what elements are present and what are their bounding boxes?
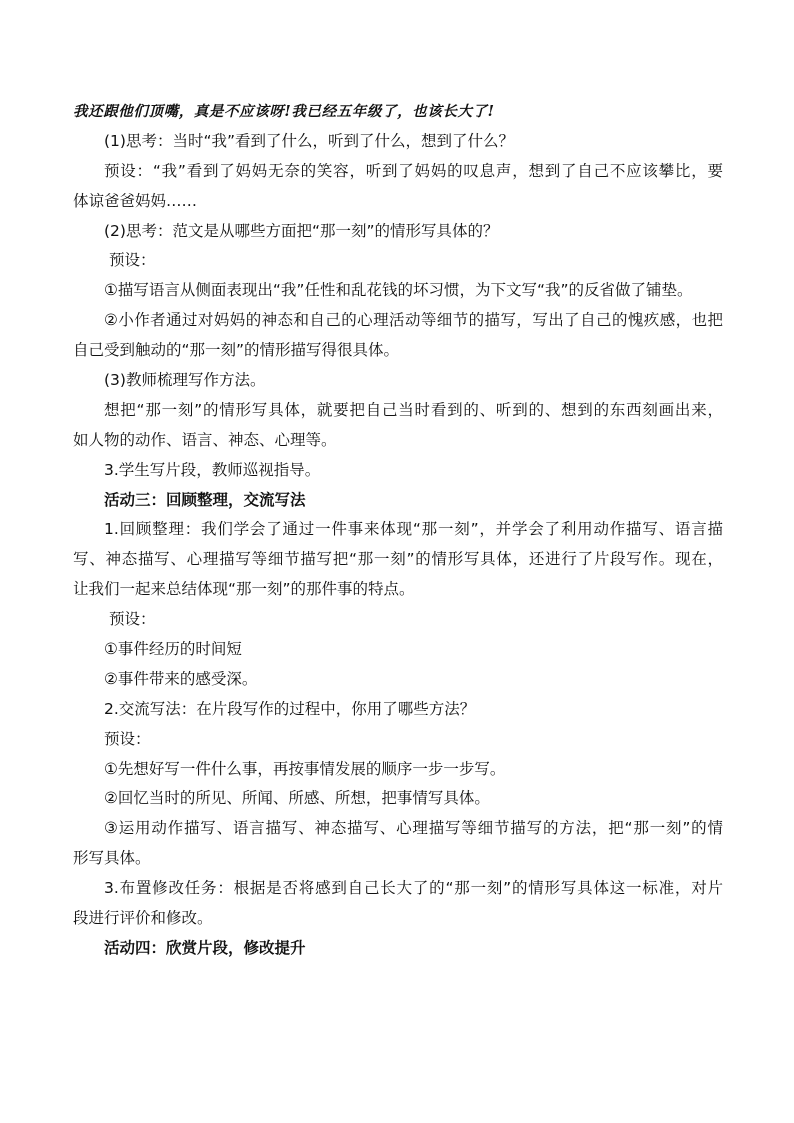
text-line-17: 让我们一起来总结体现“那一刻”的那件事的特点。 (73, 580, 415, 599)
text-line-19: ①事件经历的时间短 (104, 640, 242, 659)
text-line-13: 3.学生写片段，教师巡视指导。 (104, 460, 321, 479)
text-line-20: ②事件带来的感受深。 (104, 669, 258, 688)
text-line-8: ②小作者通过对妈妈的神态和自己的心理活动等细节的描写，写出了自己的愧疚感，也把 (104, 311, 723, 330)
text-line-4: 体谅爸爸妈妈…… (73, 191, 198, 210)
text-line-7: ①描写语言从侧面表现出“我”任性和乱花钱的坏习惯，为下文写“我”的反省做了铺垫。 (104, 281, 693, 300)
text-line-9: 自己受到触动的“那一刻”的情形描写得很具体。 (73, 341, 400, 360)
text-line-22: 预设： (104, 729, 151, 748)
text-line-10: (3)教师梳理写作方法。 (104, 371, 266, 390)
text-line-24: ②回忆当时的所见、所闻、所感、所想，把事情写具体。 (104, 789, 490, 808)
text-line-25: ③运用动作描写、语言描写、神态描写、心理描写等细节描写的方法，把“那一刻”的情 (104, 819, 723, 838)
text-line-28: 段进行评价和修改。 (73, 909, 213, 928)
text-line-5: (2)思考：范文是从哪些方面把“那一刻”的情形写具体的？ (104, 221, 499, 240)
text-line-2: (1)思考：当时“我”看到了什么，听到了什么，想到了什么？ (104, 131, 515, 150)
section-heading-activity-4: 活动四：欣赏片段，修改提升 (104, 938, 306, 957)
text-line-12: 如人物的动作、语言、神态、心理等。 (73, 430, 337, 449)
text-line-23: ①先想好写一件什么事，再按事情发展的顺序一步一步写。 (104, 759, 506, 778)
text-line-3: 预设：“我”看到了妈妈无奈的笑容，听到了妈妈的叹息声，想到了自己不应该攀比，要 (104, 161, 723, 180)
text-line-11: 想把“那一刻”的情形写具体，就要把自己当时看到的、听到的、想到的东西刻画出来， (104, 400, 723, 419)
text-line-26: 形写具体。 (73, 849, 151, 868)
text-line-15: 1.回顾整理：我们学会了通过一件事来体现“那一刻”，并学会了利用动作描写、语言描 (104, 520, 723, 539)
text-line-16: 写、神态描写、心理描写等细节描写把“那一刻”的情形写具体，还进行了片段写作。现在， (73, 550, 723, 569)
section-heading-activity-3: 活动三：回顾整理，交流写法 (104, 490, 306, 509)
text-line-6: 预设： (109, 251, 156, 270)
text-line-27: 3.布置修改任务：根据是否将感到自己长大了的“那一刻”的情形写具体这一标准，对片 (104, 879, 723, 898)
text-line-1: 我还跟他们顶嘴，真是不应该呀!我已经五年级了，也该长大了! (73, 103, 495, 120)
text-line-21: 2.交流写法：在片段写作的过程中，你用了哪些方法？ (104, 699, 476, 718)
text-line-18: 预设： (109, 610, 156, 629)
document-body (73, 97, 723, 964)
